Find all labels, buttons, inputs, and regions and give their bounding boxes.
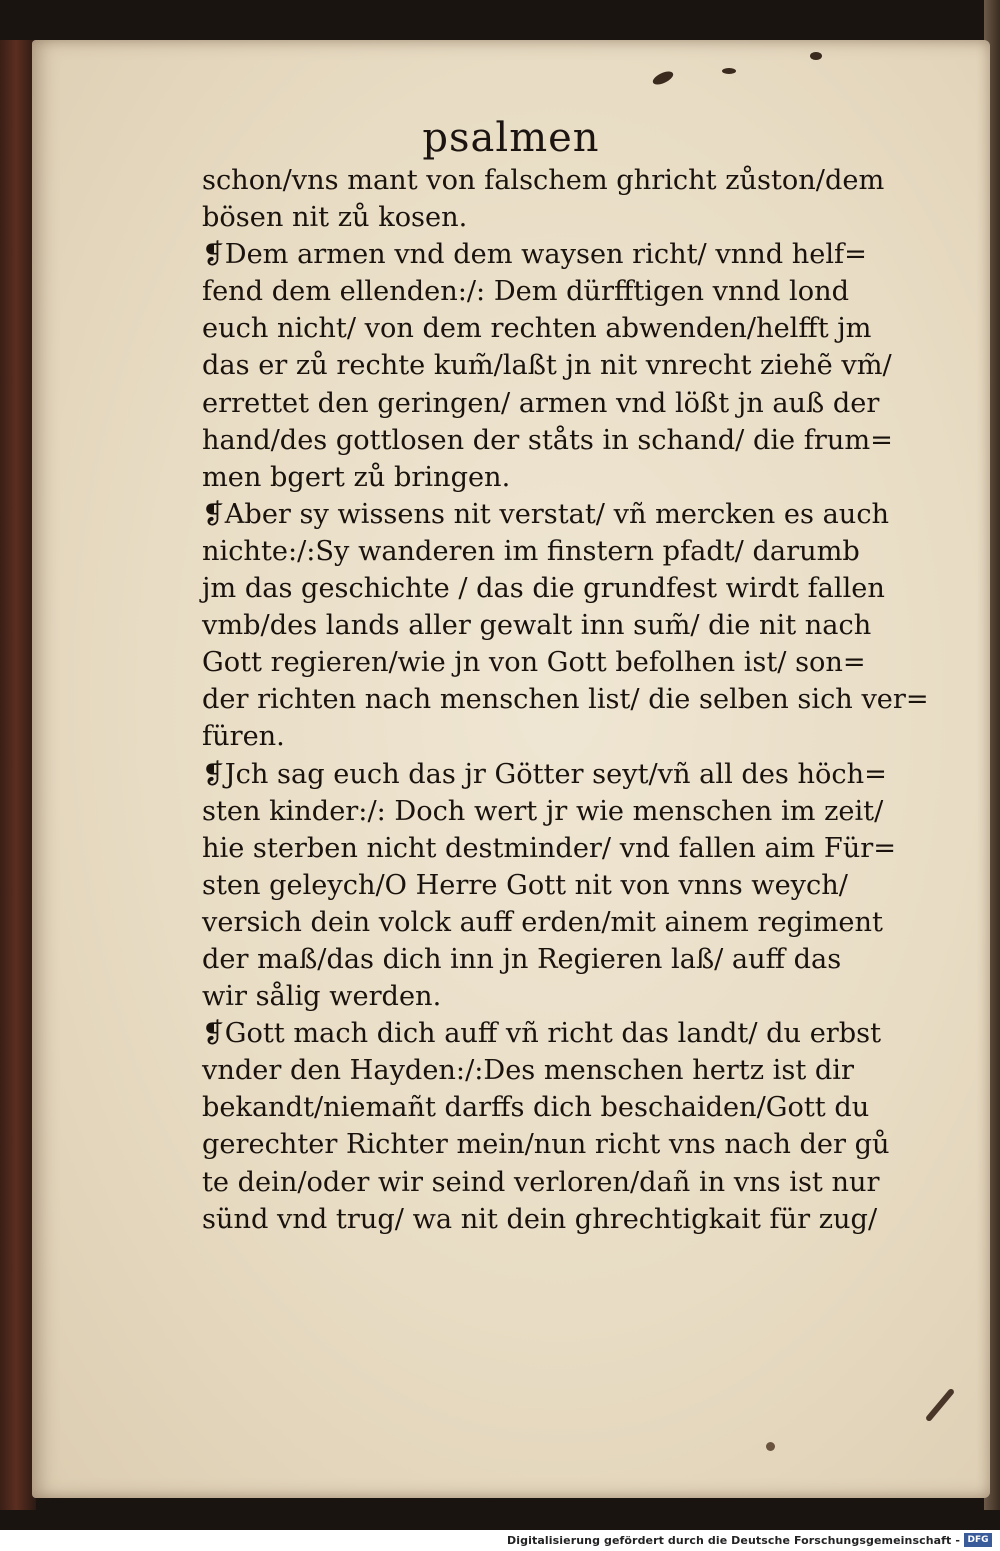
text-line: ❡Aber sy wissens nit verstat/ vñ mercken es auch [202,498,890,530]
text-line: ❡Jch sag euch das jr Götter seyt/vñ all des höch= [202,758,887,790]
text-line: jm das geschichte / das die grundfest wirdt fallen [202,573,885,605]
text-line: der richten nach menschen list/ die selben sich ver= [202,684,929,716]
ink-spot [722,68,736,74]
text-line: schon/vns mant von falschem ghricht zůston/dem [202,165,885,196]
text-line: vnder den Hayden:/:Des menschen hertz ist dir [202,1055,854,1087]
text-line: euch nicht/ von dem rechten abwenden/helfft jm [202,313,872,345]
digitization-footer [0,1530,1000,1551]
ink-spot [766,1442,775,1451]
page-body-text [202,162,962,1238]
dfg-logo-icon: DFG [964,1533,992,1547]
text-line: nichte:/:Sy wanderen im finstern pfadt/ darumb [202,535,860,567]
text-line: ❡Gott mach dich auff vñ richt das landt/ du erbst [202,1018,882,1050]
text-line: Gott regieren/wie jn von Gott befolhen ist/ son= [202,647,866,679]
text-line: sünd vnd trug/ wa nit dein ghrechtigkait für zug/ [202,1203,878,1235]
text-line: sten geleych/O Herre Gott nit von vnns weych/ [202,869,848,901]
text-line: wir sålig werden. [202,981,442,1013]
text-line: das er zů rechte kum̃/laßt jn nit vnrecht ziehẽ vm̃/ [202,350,892,382]
text-line: hie sterben nicht destminder/ vnd fallen aim Für= [202,832,896,864]
book-spine [0,40,36,1510]
ink-spot [810,52,822,60]
text-line: hand/des gottlosen der ståts in schand/ die frum= [202,424,893,456]
text-line: versich dein volck auff erden/mit ainem regiment [202,906,883,938]
text-line: men bgert zů bringen. [202,461,511,493]
text-line: fend dem ellenden:/: Dem dürfftigen vnnd lond [202,276,850,308]
text-line: vmb/des lands aller gewalt inn sum̃/ die nit nach [202,610,872,642]
text-line: der maß/das dich inn jn Regieren laß/ auff das [202,943,842,975]
text-line: sten kinder:/: Doch wert jr wie menschen im zeit/ [202,795,884,827]
text-line: gerechter Richter mein/nun richt vns nach der gů [202,1129,890,1161]
ink-spot [925,1388,955,1422]
page-header: psalmen [422,115,600,161]
text-line: bekandt/niemañt darffs dich beschaiden/Gott du [202,1092,870,1124]
text-line: te dein/oder wir seind verloren/dañ in vns ist nur [202,1166,880,1198]
text-line: füren. [202,721,285,753]
book-page [32,40,990,1498]
text-line: errettet den geringen/ armen vnd lößt jn auß der [202,387,880,419]
ink-spot [651,69,675,87]
text-line: ❡Dem armen vnd dem waysen richt/ vnnd helf= [202,239,867,271]
text-line: bösen nit zů kosen. [202,202,468,234]
footer-credit: Digitalisierung gefördert durch die Deutsche Forschungsgemeinschaft - [507,1534,960,1547]
